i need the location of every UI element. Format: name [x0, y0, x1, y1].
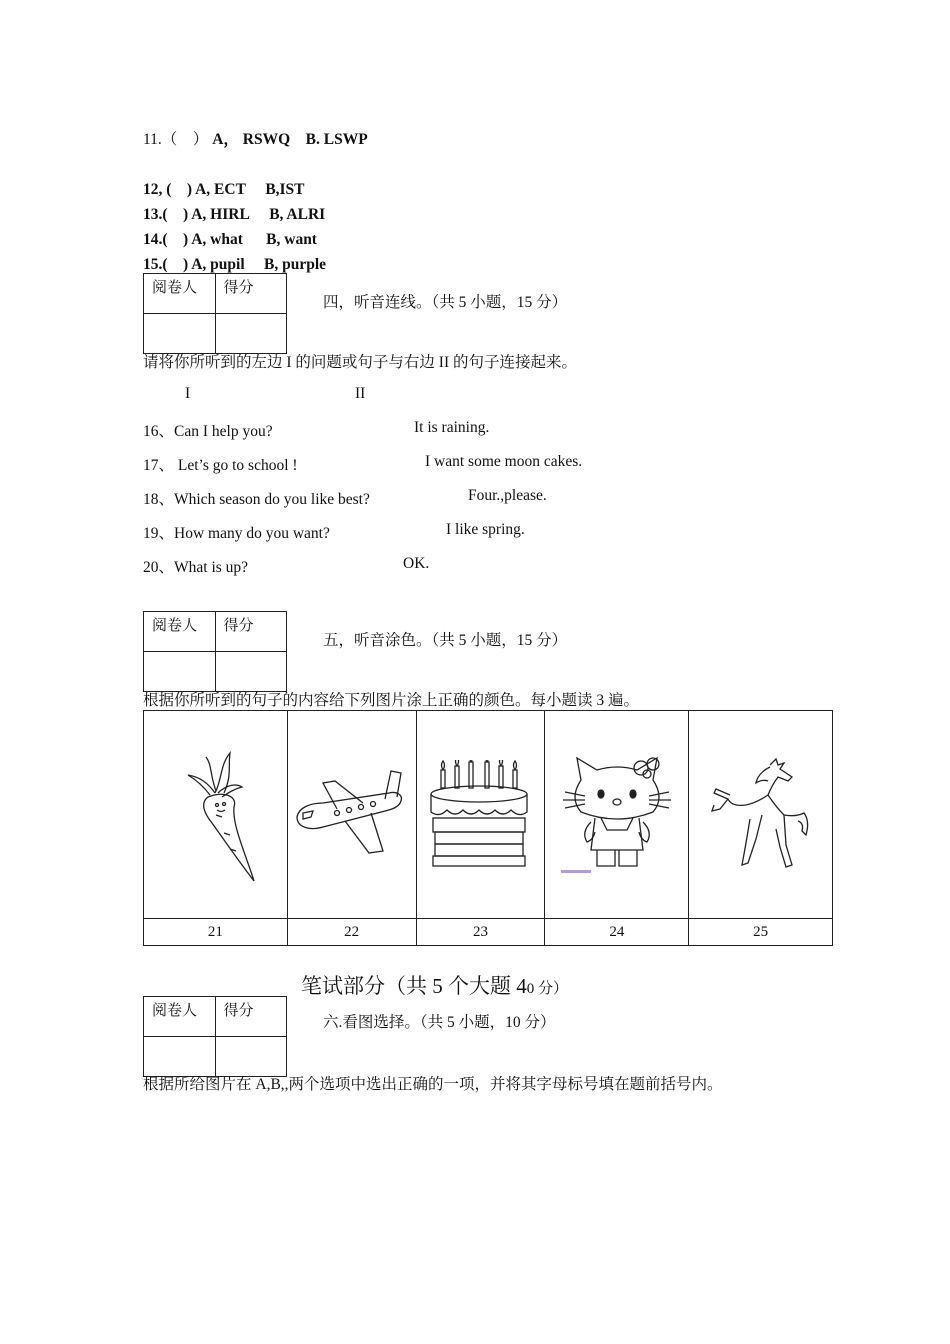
score-label: 得分	[215, 997, 287, 1037]
column-label-right: II	[355, 385, 366, 402]
reviewer-label: 阅卷人	[144, 997, 216, 1037]
match-left-16[interactable]: 16、Can I help you?	[143, 423, 273, 440]
reviewer-blank[interactable]	[144, 1037, 216, 1077]
match-right-16[interactable]: It is raining.	[414, 419, 490, 436]
written-part-heading: 笔试部分（共 5 个大题 40 分）	[301, 974, 569, 998]
question-12: 12, ( ) A, ECT B,IST	[143, 181, 305, 198]
part4-instruction: 请将你所听到的左边 I 的问题或句子与右边 II 的句子连接起来。	[143, 354, 577, 371]
part5-instruction: 根据你所听到的句子的内容给下列图片涂上正确的颜色。每小题读 3 遍。	[143, 692, 640, 709]
horse-icon	[706, 755, 816, 875]
match-right-17[interactable]: I want some moon cakes.	[425, 453, 583, 470]
part6-instruction: 根据所给图片在 A,B,,两个选项中选出正确的一项，并将其字母标号填在题前括号内。	[143, 1076, 723, 1093]
picture-number-23: 23	[416, 919, 545, 946]
question-14: 14.( ) A, what B, want	[143, 231, 317, 248]
airplane-icon	[293, 765, 411, 865]
score-label: 得分	[215, 274, 287, 314]
match-right-19[interactable]: I like spring.	[446, 521, 525, 538]
picture-cell-21[interactable]	[144, 711, 288, 919]
picture-number-21: 21	[144, 919, 288, 946]
picture-cell-23[interactable]	[416, 711, 545, 919]
match-right-18[interactable]: Four.,please.	[468, 487, 547, 504]
carrot-icon	[160, 745, 270, 885]
part6-title: 六.看图选择。（共 5 小题，10 分）	[323, 1014, 556, 1031]
picture-number-22: 22	[287, 919, 416, 946]
match-left-18[interactable]: 18、Which season do you like best?	[143, 491, 370, 508]
birthday-cake-icon	[429, 760, 533, 870]
score-blank[interactable]	[215, 652, 287, 692]
match-right-20[interactable]: OK.	[403, 555, 430, 572]
reviewer-label: 阅卷人	[144, 274, 216, 314]
grader-table-part4	[143, 273, 287, 354]
picture-number-25: 25	[689, 919, 833, 946]
score-blank[interactable]	[215, 1037, 287, 1077]
picture-cell-24[interactable]	[545, 711, 689, 919]
picture-number-24: 24	[545, 919, 689, 946]
match-left-19[interactable]: 19、How many do you want?	[143, 525, 330, 542]
score-label: 得分	[215, 612, 287, 652]
reviewer-blank[interactable]	[144, 314, 216, 354]
grader-table-part5	[143, 611, 287, 692]
picture-cell-22[interactable]	[287, 711, 416, 919]
coloring-picture-table	[143, 710, 833, 946]
hello-kitty-icon	[557, 750, 677, 880]
question-11: 11.（ ） A， RSWQ B. LSWP	[143, 131, 368, 148]
match-left-17[interactable]: 17、 Let’s go to school !	[143, 457, 298, 474]
question-15: 15.( ) A, pupil B, purple	[143, 256, 327, 273]
question-13: 13.( ) A, HIRL B, ALRI	[143, 206, 326, 223]
part5-title: 五，听音涂色。（共 5 小题，15 分）	[323, 632, 568, 649]
column-label-left: I	[185, 385, 191, 402]
reviewer-label: 阅卷人	[144, 612, 216, 652]
picture-cell-25[interactable]	[689, 711, 833, 919]
match-left-20[interactable]: 20、What is up?	[143, 559, 249, 576]
part4-title: 四，听音连线。（共 5 小题，15 分）	[323, 294, 568, 311]
score-blank[interactable]	[215, 314, 287, 354]
reviewer-blank[interactable]	[144, 652, 216, 692]
grader-table-part6	[143, 996, 287, 1077]
